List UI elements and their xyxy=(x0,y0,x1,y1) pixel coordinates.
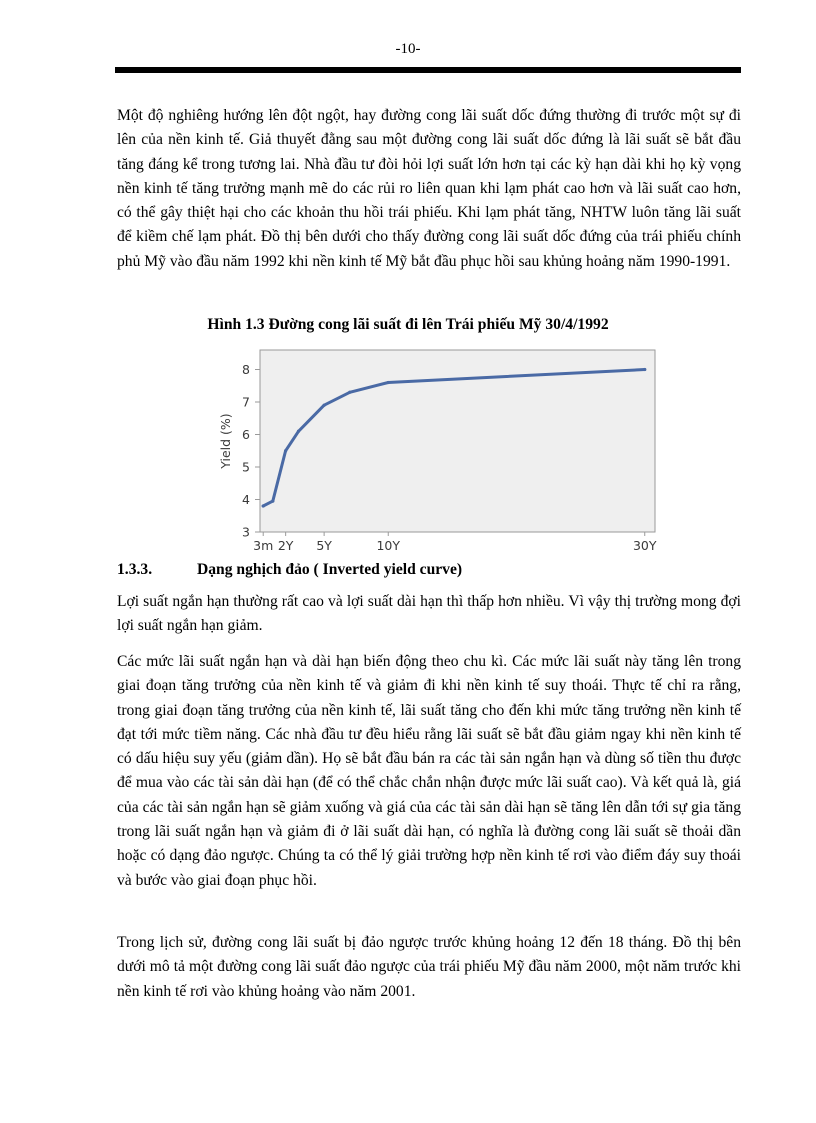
header-rule xyxy=(115,67,741,73)
paragraph-history: Trong lịch sử, đường cong lãi suất bị đảo ngược trước khủng hoảng 12 đến 18 tháng. Đồ thị bên dưới mô tả một đường cong lãi suất đảo ngược của trái phiếu Mỹ đầu năm 2000, một năm trước khi nền kinh tế rơi vào khủng hoảng vào năm 2001. xyxy=(117,934,741,1000)
data-point xyxy=(297,430,300,433)
page-number: -10- xyxy=(395,41,421,57)
x-tick-label: 30Y xyxy=(632,538,657,553)
x-tick-label: 10Y xyxy=(376,538,401,553)
data-point xyxy=(271,500,274,503)
x-tick-label: 3m xyxy=(253,538,274,553)
data-point xyxy=(262,504,265,507)
y-axis-ticks xyxy=(242,362,260,540)
paragraph-steep-curve: Một độ nghiêng hướng lên đột ngột, hay đường cong lãi suất dốc đứng thường đi trước một sự đi lên của nền kinh tế. Giả thuyết đằng sau một đường cong lãi suất dốc đứng là lãi suất sẽ bắt đầu tăng đáng kể trong tương lai. Nhà đầu tư đòi hỏi lợi suất lớn hơn tại các kỳ hạn dài khi họ kỳ vọng nền kinh tế tăng trưởng mạnh mẽ do các rủi ro liên quan khi lạm phát cao hơn và lãi suất cao hơn, có thể gây thiệt hại cho các khoản thu hồi trái phiếu. Khi lạm phát tăng, NHTW luôn tăng lãi suất để kiềm chế lạm phát. Đồ thị bên dưới cho thấy đường cong lãi suất dốc đứng của trái phiếu chính phủ Mỹ vào đầu năm 1992 khi nền kinh tế Mỹ bắt đầu phục hồi sau khủng hoảng năm 1990-1991. xyxy=(117,107,741,270)
section-title: Dạng nghịch đảo ( Inverted yield curve) xyxy=(197,561,463,578)
yield-curve-chart xyxy=(208,342,678,560)
figure-caption: Hình 1.3 Đường cong lãi suất đi lên Trái phiếu Mỹ 30/4/1992 xyxy=(207,316,609,333)
y-tick-label: 4 xyxy=(242,492,250,507)
x-tick-label: 2Y xyxy=(277,538,294,553)
paragraph-inverted-intro: Lợi suất ngắn hạn thường rất cao và lợi suất dài hạn thì thấp hơn nhiều. Vì vậy thị trường mong đợi lợi suất ngắn hạn giảm. xyxy=(117,593,741,635)
data-point xyxy=(284,449,287,452)
y-tick-label: 5 xyxy=(242,459,250,475)
y-tick-label: 7 xyxy=(242,394,250,410)
paragraph-cycles: Các mức lãi suất ngắn hạn và dài hạn biến động theo chu kì. Các mức lãi suất này tăng lên trong giai đoạn tăng trưởng của nền kinh tế và giảm đi khi nền kinh tế suy thoái. Thực tế chỉ ra rằng, trong giai đoạn tăng trưởng của nền kinh tế, lãi suất tăng cho đến khi mức tăng trưởng nền kinh tế đạt tới mức tiềm năng. Các nhà đầu tư đều hiểu rằng lãi suất sẽ bắt đầu giảm ngay khi nền kinh tế có dấu hiệu suy yếu (giảm dần). Họ sẽ bắt đầu bán ra các tài sản ngắn hạn và dùng số tiền thu được để mua vào các tài sản dài hạn (để có thể chắc chắn nhận được mức lãi suất cao). Và kết quả là, giá của các tài sản ngắn hạn sẽ giảm xuống và giá của các tài sản dài hạn sẽ tăng lên dẫn tới sự gia tăng trong lãi suất ngắn hạn và giảm đi ở lãi suất dài hạn, có nghĩa là đường cong lãi suất sẽ thoải dần hoặc có dạng đảo ngược. Chúng ta có thể lý giải trường hợp nền kinh tế rơi vào điểm đáy suy thoái và bước vào giai đoạn phục hồi. xyxy=(117,653,741,889)
x-axis-ticks xyxy=(253,532,657,553)
data-point xyxy=(387,381,390,384)
y-axis-label: Yield (%) xyxy=(218,413,233,469)
data-point xyxy=(643,368,646,371)
y-tick-label: 6 xyxy=(242,427,250,442)
section-heading xyxy=(117,561,462,579)
x-tick-label: 5Y xyxy=(316,538,332,553)
data-point xyxy=(348,391,351,394)
data-point xyxy=(323,404,326,407)
plot-area xyxy=(260,350,655,532)
y-tick-label: 3 xyxy=(242,524,250,540)
y-tick-label: 8 xyxy=(242,362,250,377)
section-number: 1.3.3. xyxy=(117,561,153,578)
